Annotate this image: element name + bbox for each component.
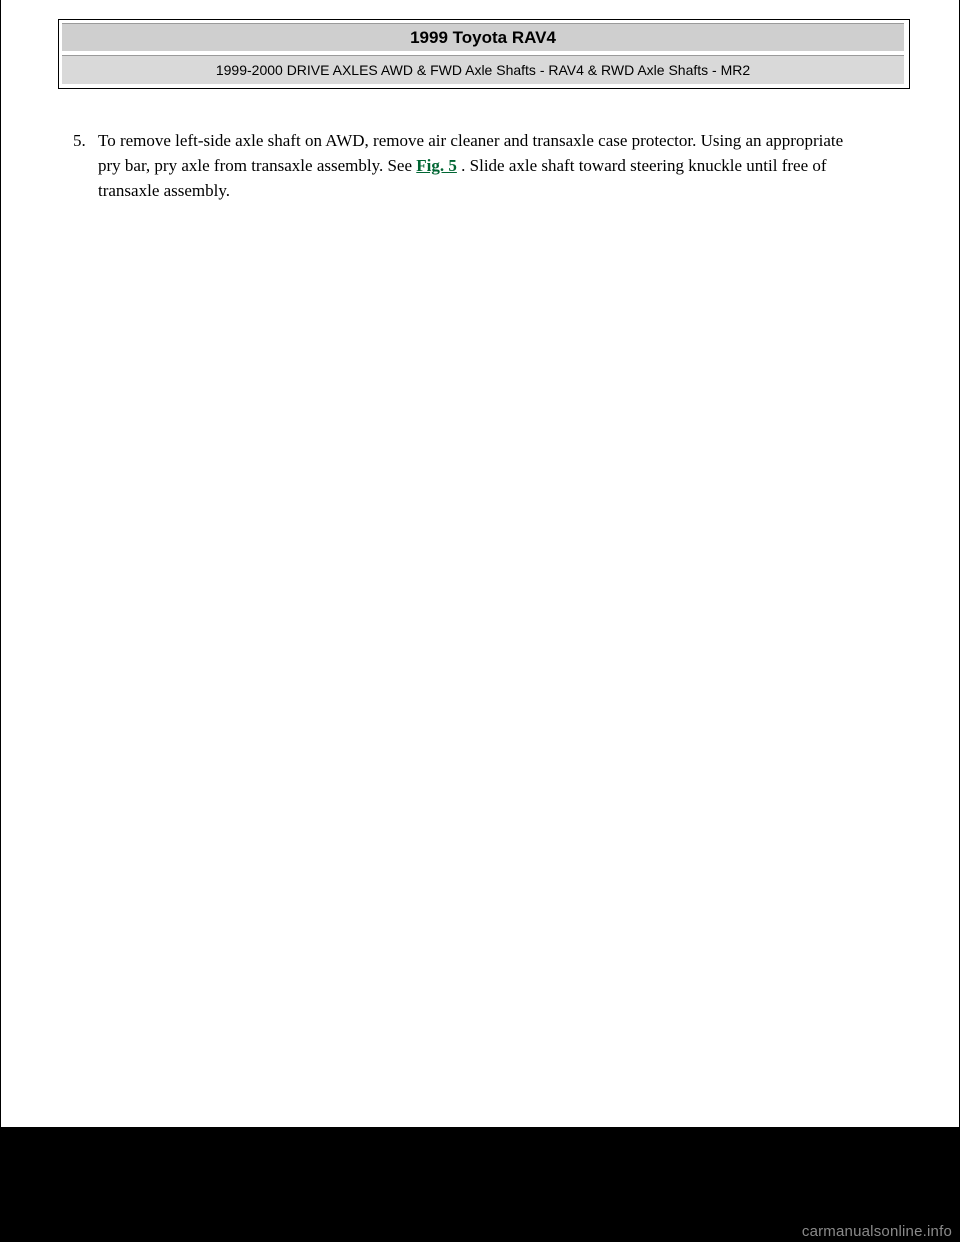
step-item — [73, 128, 863, 203]
figure-link[interactable]: Fig. 5 — [416, 156, 457, 175]
step-number: 5. — [73, 131, 86, 150]
page-footer — [0, 1127, 960, 1242]
header-subtitle: 1999-2000 DRIVE AXLES AWD & FWD Axle Shafts - RAV4 & RWD Axle Shafts - MR2 — [62, 55, 904, 84]
step-text-after: . Slide axle shaft toward steering knuckle until free of transaxle assembly. — [98, 156, 827, 200]
page-header — [58, 19, 910, 89]
document-content — [73, 128, 863, 203]
step-text-before: To remove left-side axle shaft on AWD, remove air cleaner and transaxle case protector. Using an appropriate pry bar, pry axle from transaxle assembly. See — [98, 131, 844, 175]
watermark-text: carmanualsonline.info — [801, 1223, 952, 1240]
header-title: 1999 Toyota RAV4 — [62, 23, 904, 52]
